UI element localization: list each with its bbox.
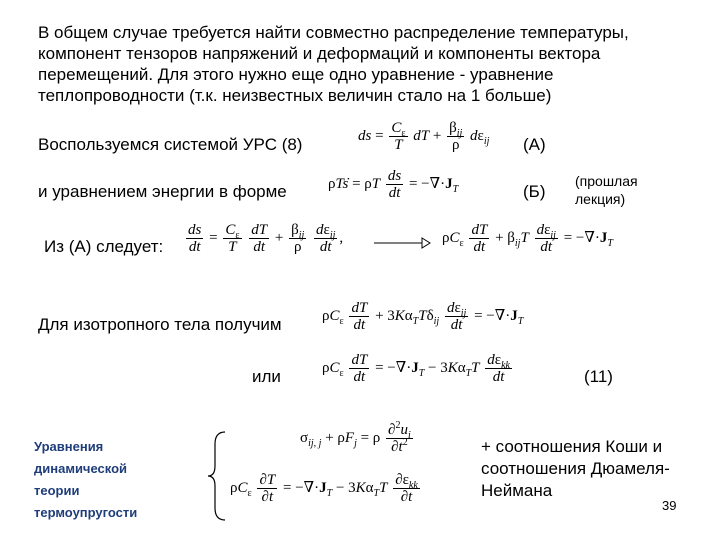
equation-urs: ds = $\frac{C_\varepsilon}{T}$ dT + $\frac{\beta_{ij}}{\rho}$ $d\varepsilon_{ij}$ bbox=[358, 120, 490, 153]
equation-heat-general: $\rho C_\varepsilon$ $\frac{dT}{dt}$ + $\beta_{ij}T$ $\frac{d\varepsilon_{ij}}{dt}$ = $-\nabla\cdot J_T$ bbox=[442, 222, 613, 255]
sidebar-caption bbox=[34, 436, 137, 524]
intro-line-4: теплопроводности (т.к. неизвестных величин стало на 1 больше) bbox=[38, 86, 552, 105]
note-line-1: + соотношения Коши и bbox=[481, 437, 663, 456]
prev-lecture-line-1: (прошлая bbox=[575, 173, 638, 189]
equation-isotropic: $\rho C_\varepsilon$ $\frac{dT}{dt}$ + $3K\alpha_TT\delta_{ij}$ $\frac{d\varepsilon_{ij}}{dt}$ = $-\nabla\cdot J_T$ bbox=[322, 300, 524, 333]
equation-motion: $\sigma_{ij, j} + \rho F_j = \rho$ $\frac{\partial^2u_i}{\partial t^2}$ bbox=[300, 420, 411, 455]
equation-11: $\rho C_\varepsilon$ $\frac{dT}{dt}$ = $-\nabla\cdot J_T - 3K\alpha_TT$ $\frac{d\varepsilon_{kk}}{dt}$ bbox=[322, 352, 510, 385]
sidebar-line-2: динамической bbox=[34, 461, 128, 476]
note-line-2: соотношения Дюамеля- bbox=[481, 459, 670, 478]
prev-lecture-note bbox=[575, 172, 638, 208]
equation-heat-system: $\rho C_\varepsilon$ $\frac{\partial T}{\partial t}$ = $-\nabla\cdot J_T - 3K\alpha_TT$ $\frac{\partial\varepsilon_{kk}}{\partial t}$ bbox=[230, 472, 418, 505]
intro-line-3: перемещений. Для этого нужно еще одно уравнение - уравнение bbox=[38, 65, 554, 84]
intro-paragraph bbox=[38, 22, 710, 106]
prev-lecture-line-2: лекция) bbox=[575, 191, 626, 207]
sidebar-line-4: термоупругости bbox=[34, 505, 138, 520]
intro-line-1: В общем случае требуется найти совместно распределение температуры, bbox=[38, 23, 629, 42]
relations-note bbox=[481, 436, 670, 502]
arrow-icon bbox=[372, 236, 432, 250]
sidebar-line-1: Уравнения bbox=[34, 439, 104, 454]
intro-line-2: компонент тензоров напряжений и деформаций и компоненты вектора bbox=[38, 44, 601, 63]
note-line-3: Неймана bbox=[481, 481, 553, 500]
label-from-a: Из (А) следует: bbox=[44, 237, 164, 256]
left-brace-icon bbox=[205, 430, 229, 522]
label-isotropic: Для изотропного тела получим bbox=[38, 315, 282, 334]
equation-from-a: $\frac{ds}{dt}$ = $\frac{C_\varepsilon}{T}$ $\frac{dT}{dt}$ + $\frac{\beta_{ij}}{\rho}$ $\frac{d\varepsilon_{ij}}{dt}$ , bbox=[188, 222, 344, 255]
equation-energy: ρTṡ = ρT $\frac{ds}{dt}$ = $-\nabla\cdot J_T$ bbox=[328, 168, 459, 201]
sidebar-line-3: теории bbox=[34, 483, 80, 498]
tag-eq-11: (11) bbox=[584, 367, 613, 386]
label-energy: и уравнением энергии в форме bbox=[38, 182, 287, 201]
page-number: 39 bbox=[662, 498, 677, 513]
label-urs: Воспользуемся системой УРС (8) bbox=[38, 135, 303, 154]
label-or: или bbox=[252, 367, 281, 386]
tag-b: (Б) bbox=[523, 182, 546, 201]
tag-a: (А) bbox=[523, 135, 546, 154]
